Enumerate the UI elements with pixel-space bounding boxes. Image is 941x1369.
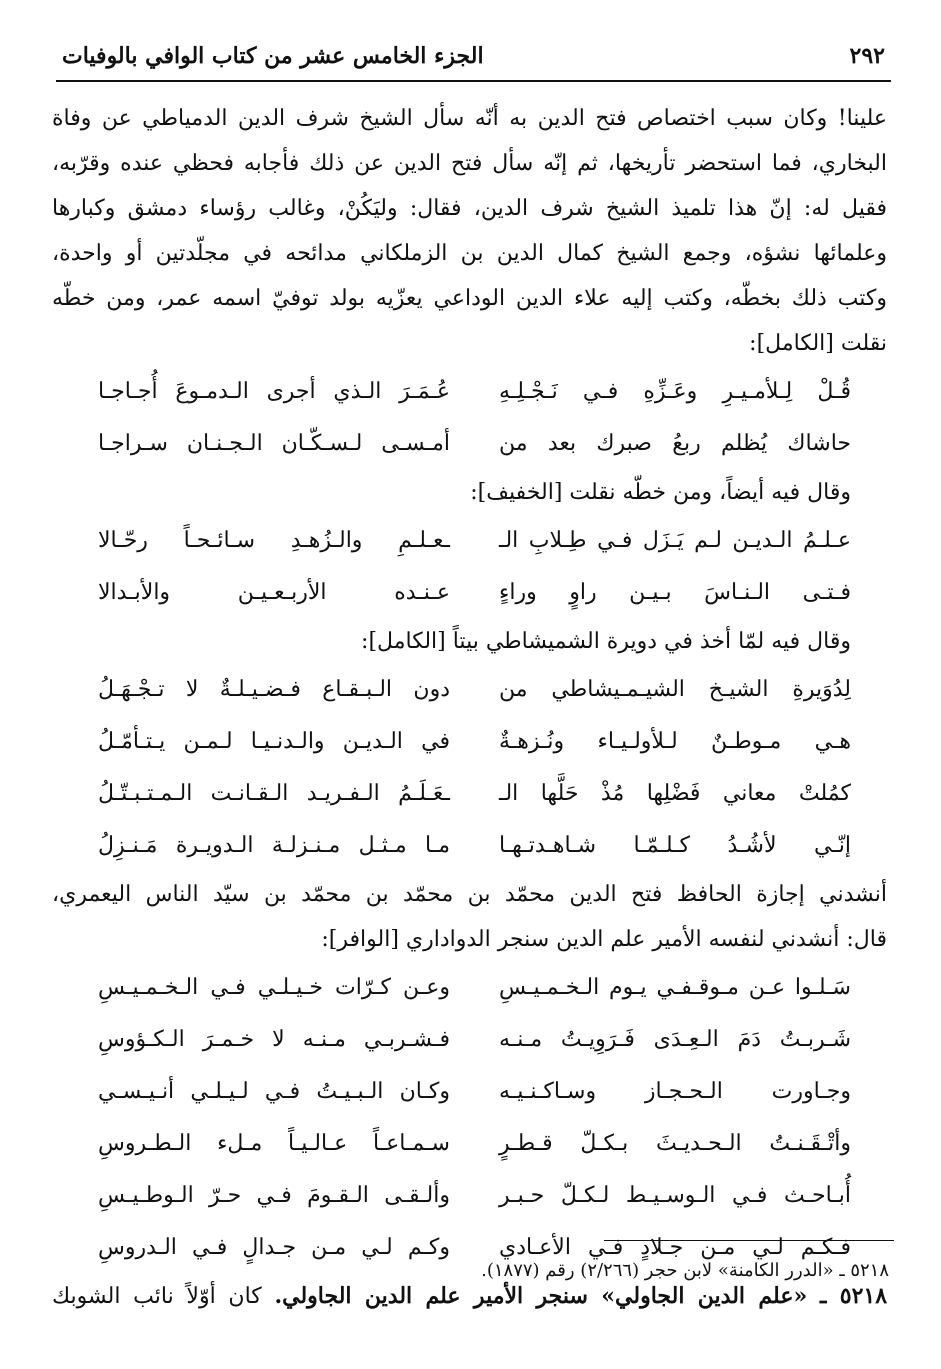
first-hemistich: كمُلتْ معاني فَضْلِها مُذْ حَلَّها الـ	[499, 781, 851, 806]
first-hemistich: وجـاورت الـحـجـاز وسـاكـنـيـه	[499, 1079, 851, 1104]
second-hemistich: سـمـاعـاً عـالـيـاً مـلء الـطـروسِ	[98, 1131, 450, 1156]
text-line: قال: أنشدني لنفسه الأمير علم الدين سنجر الدواداري [الوافر]:	[321, 927, 887, 952]
first-hemistich: أُبـاحـث فـي الـوسـيـط لـكـلّ حـبـر	[499, 1183, 851, 1208]
running-title: الجزء الخامس عشر من كتاب الوافي بالوفيات	[62, 43, 484, 69]
second-hemistich: مـا مـثـل مـنـزلـة الـدويـرة مَـنـزِلُ	[98, 833, 450, 858]
text-line: البخاري، فما استحضر تأريخها، ثم إنّه سأل فتح الدين عن ذلك فأجابه فحظي عنده وقرّبه،	[52, 151, 887, 176]
text-line: وكتب ذلك بخطّه، وكتب إليه علاء الدين الوداعي يعزّيه بولد توفيّ اسمه عمر، ومن خطّه	[52, 286, 887, 311]
verse-line	[52, 366, 887, 418]
header-rule	[56, 80, 891, 82]
first-hemistich: سَـلـوا عـن مـوقـفـي يـوم الـخـمـيـسِ	[499, 975, 851, 1000]
first-hemistich: فـتـى الـنـاسَ بـيـن راوٍ وراءٍ	[499, 580, 851, 605]
verse-line	[52, 768, 887, 820]
text-line: نقلت [الكامل]:	[749, 331, 887, 356]
verse-line	[52, 1066, 887, 1118]
entry-number: ٥٢١٨ ـ	[819, 1283, 888, 1309]
poem-intro-3: وقال فيه لمّا أخذ في دويرة الشميشاطي بيتاً [الكامل]:	[361, 629, 851, 654]
poem-3	[52, 664, 887, 872]
text-line: وعلمائها نشؤه، وجمع الشيخ كمال الدين بن الزملكاني مدائحه في مجلّدتين أو واحدة،	[52, 241, 887, 266]
first-hemistich: حاشاك يُظلم ربعُ صبرك بعد من	[499, 431, 851, 456]
first-hemistich: لِدُوَيرةِ الشيـخ الشيـمـيشاطي من	[499, 677, 851, 702]
second-hemistich: في الـديـن والـدنـيـا لـمـن يـتـأمّـلُ	[98, 729, 450, 754]
paragraph-1	[52, 96, 887, 366]
entry-text: كان أوّلاً نائب الشوبك	[52, 1284, 262, 1309]
entry-heading: «علم الدين الجاولي» سنجر الأمير علم الدين الجاولي.	[274, 1283, 808, 1309]
poem-4	[52, 962, 887, 1274]
poem-intro-2: وقال فيه أيضاً، ومن خطّه نقلت [الخفيف]:	[470, 480, 851, 505]
second-hemistich: وكـان الـبـيـتُ فـي لـيـلـي أنـيـسـي	[98, 1079, 450, 1104]
main-text	[52, 96, 887, 1319]
text-line: فقيل له: إنّ هذا تلميذ الشيخ شرف الدين، فقال: وليَكُنْ، وغالب رؤساء دمشق وكبارها	[52, 196, 887, 221]
first-hemistich: قُـلْ لِـلأمـيـرِ وعَـزِّهِ فـي نَـجْـلِـهِ	[499, 379, 851, 404]
verse-line	[52, 716, 887, 768]
verse-line	[52, 1118, 887, 1170]
verse-line	[52, 418, 887, 470]
second-hemistich: وألـقـى الـقـومَ فـي حـرّ الـوطـيـسِ	[98, 1183, 450, 1208]
footnote-rule	[604, 1240, 894, 1241]
second-hemistich: ـعـلـمِ والـزُهـدِ سـائـحـاً رحّـالا	[98, 528, 450, 553]
verse-line	[52, 567, 887, 619]
text-line: أنشدني إجازة الحافظ فتح الدين محمّد بن محمّد بن محمّد بن سيّد الناس اليعمري،	[52, 882, 887, 907]
verse-line	[52, 664, 887, 716]
second-hemistich: عُـمَـرَ الـذي أجرى الـدمـوعَ أُجـاجـا	[98, 379, 450, 404]
running-header	[62, 36, 885, 76]
second-hemistich: فـشـربـي مـنـه لا خـمـرَ الـكـؤوسِ	[98, 1027, 450, 1052]
second-hemistich: عـنـده الأربـعـيـن والأبـدالا	[98, 580, 450, 605]
first-hemistich: عـلـمُ الـديـن لـم يَـزَل فـي طِـلابِ الـ	[499, 528, 851, 553]
second-hemistich: أمـسـى لـسـكّـان الـجـنـان سـراجـا	[98, 431, 450, 456]
page-number: ٢٩٢	[849, 43, 885, 69]
second-hemistich: وكـم لـي مـن جـدالٍ فـي الـدروسِ	[98, 1235, 450, 1260]
verse-line	[52, 1014, 887, 1066]
verse-line	[52, 1170, 887, 1222]
poem-1	[52, 366, 887, 470]
paragraph-2	[52, 872, 887, 962]
verse-line	[52, 962, 887, 1014]
text-line: علينا! وكان سبب اختصاص فتح الدين به أنّه سأل الشيخ شرف الدين الدمياطي عن وفاة	[52, 106, 887, 131]
first-hemistich: شَـربـتُ دَمَ الـعِـدَى فَـرَوِيـتُ مـنـه	[499, 1027, 851, 1052]
second-hemistich: وعـن كـرّات خـيـلـي فـي الـخـمـيـسِ	[98, 975, 450, 1000]
poem-2	[52, 515, 887, 619]
second-hemistich: ـعَـلَـمُ الـفـريـد الـقـانـت الـمـتـبـتّـلُ	[98, 781, 450, 806]
first-hemistich: فـكـم لـي مـن جـلادٍ فـي الأعـادي	[499, 1235, 851, 1260]
verse-line	[52, 515, 887, 567]
verse-line	[52, 820, 887, 872]
first-hemistich: وأتْـقَـنـتُ الـحـديـثَ بـكـلّ قـطـرٍ	[499, 1131, 851, 1156]
footnote: ٥٢١٨ ـ «الدرر الكامنة» لابن حجر (٢/٢٦٦) رقم (١٨٧٧).	[481, 1260, 889, 1281]
first-hemistich: إنّـي لأشُـدُ كـلـمّـا شـاهـدتـهـا	[499, 833, 851, 858]
first-hemistich: هـي مـوطـنٌ لـلأولـيـاء ونُـزهـةٌ	[499, 729, 851, 754]
second-hemistich: دون الـبـقـاع فـضـيـلـةٌ لا تـجْـهَـلُ	[98, 677, 450, 702]
